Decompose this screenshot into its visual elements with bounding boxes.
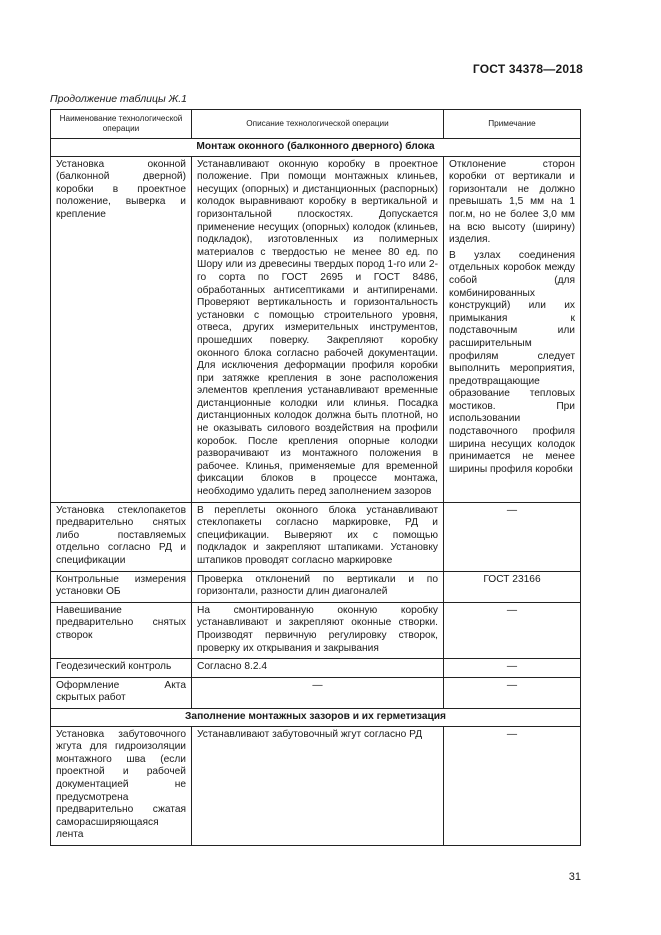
operation-note: ГОСТ 23166 [444,571,581,602]
operation-note [444,156,581,502]
operation-name: Установка забутовочного жгута для гидроизоляции монтажного шва (если проектной и рабочей документацией не предусмотрена предварительно сжатая саморасширяющаяся лента [51,726,192,845]
table-row [51,726,581,845]
table-row [51,571,581,602]
table-row [51,156,581,502]
operation-description: — [192,677,444,708]
operation-note: — [444,602,581,658]
operation-name: Геодезический контроль [51,659,192,678]
operation-note: — [444,659,581,678]
table-row [51,602,581,658]
table-row [51,502,581,571]
table-caption: Продолжение таблицы Ж.1 [50,93,187,105]
operation-name: Навешивание предварительно снятых створок [51,602,192,658]
page-number: 31 [568,871,581,883]
section-title: Заполнение монтажных зазоров и их герметизация [51,708,581,726]
column-header-operation-name: Наименование технологической операции [51,110,192,139]
operation-name: Установка стеклопакетов предварительно снятых либо поставляемых отдельно согласно РД и спецификации [51,502,192,571]
operation-description: Проверка отклонений по вертикали и по горизонтали, разности длин диагоналей [192,571,444,602]
operation-description: На смонтированную оконную коробку устанавливают и закрепляют оконные створки. Производят первичную регулировку створок, проверку их открывания и закрывания [192,602,444,658]
technology-table [50,109,581,846]
column-header-description: Описание технологической операции [192,110,444,139]
table-row [51,677,581,708]
section-row-window-mounting [51,139,581,157]
note-paragraph: В узлах соединения отдельных коробок между собой (для комбинированных конструкций) или их примыкания к подставочным или расширительным профилям следует выполнить мероприятия, предотвращающие образование тепловых мостиков. При использовании подставочного профиля ширина несущих колодок принимается не менее ширины профиля коробки [449,249,575,475]
operation-description: Согласно 8.2.4 [192,659,444,678]
operation-name: Оформление Акта скрытых работ [51,677,192,708]
operation-description: В переплеты оконного блока устанавливают стеклопакеты согласно маркировке, РД и спецификации. Выверяют их с помощью подкладок и закрепляют штапиками. Установку штапиков проводят согласно маркировке [192,502,444,571]
column-header-note: Примечание [444,110,581,139]
note-paragraph: Отклонение сторон коробки от вертикали и горизонтали не должно превышать 1,5 мм на 1 пог.м, но не более 3,0 мм на всю высоту (ширину) изделия. [449,158,575,246]
operation-note: — [444,502,581,571]
standard-designation: ГОСТ 34378—2018 [472,62,583,76]
operation-description: Устанавливают забутовочный жгут согласно РД [192,726,444,845]
table-row [51,659,581,678]
operation-description: Устанавливают оконную коробку в проектное положение. При помощи монтажных клиньев, несущих (опорных) и дистанционных (распорных) колодок выравнивают коробку в вертикальной и горизонтальной плоскостях. Допускается применение несущих (опорных) колодок (клиньев, подкладок), изготовленных из полимерных материалов с твердостью не менее 80 ед. по Шору или из древесины твердых пород 1-го или 2-го сорта по ГОСТ 2695 и ГОСТ 8486, обработанных антисептиками и антипиренами. Проверяют вертикальность и горизонтальность установки с помощью строительного уровня, отвеса, других измерительных инструментов, прошедших поверку. Закрепляют коробку оконного блока согласно рабочей документации. Для исключения деформации профиля коробки при затяжке крепления в зоне расположения элементов крепления устанавливают временные дистанционные колодки или клинья. Посадка дистанционных колодок должна быть плотной, но не оказывать силового воздействия на профили коробок. После крепления опорные колодки разворачивают из монтажного положения в рабочее. Клинья, применяемые для временной фиксации блоков в процессе монтажа, необходимо удалить перед заполнением зазоров [192,156,444,502]
operation-note: — [444,726,581,845]
operation-name: Установка оконной (балконной дверной) коробки в проектное положение, выверка и крепление [51,156,192,502]
operation-name: Контрольные измерения установки ОБ [51,571,192,602]
table-header-row [51,110,581,139]
operation-note: — [444,677,581,708]
section-title: Монтаж оконного (балконного дверного) блока [51,139,581,157]
section-row-gap-sealing [51,708,581,726]
